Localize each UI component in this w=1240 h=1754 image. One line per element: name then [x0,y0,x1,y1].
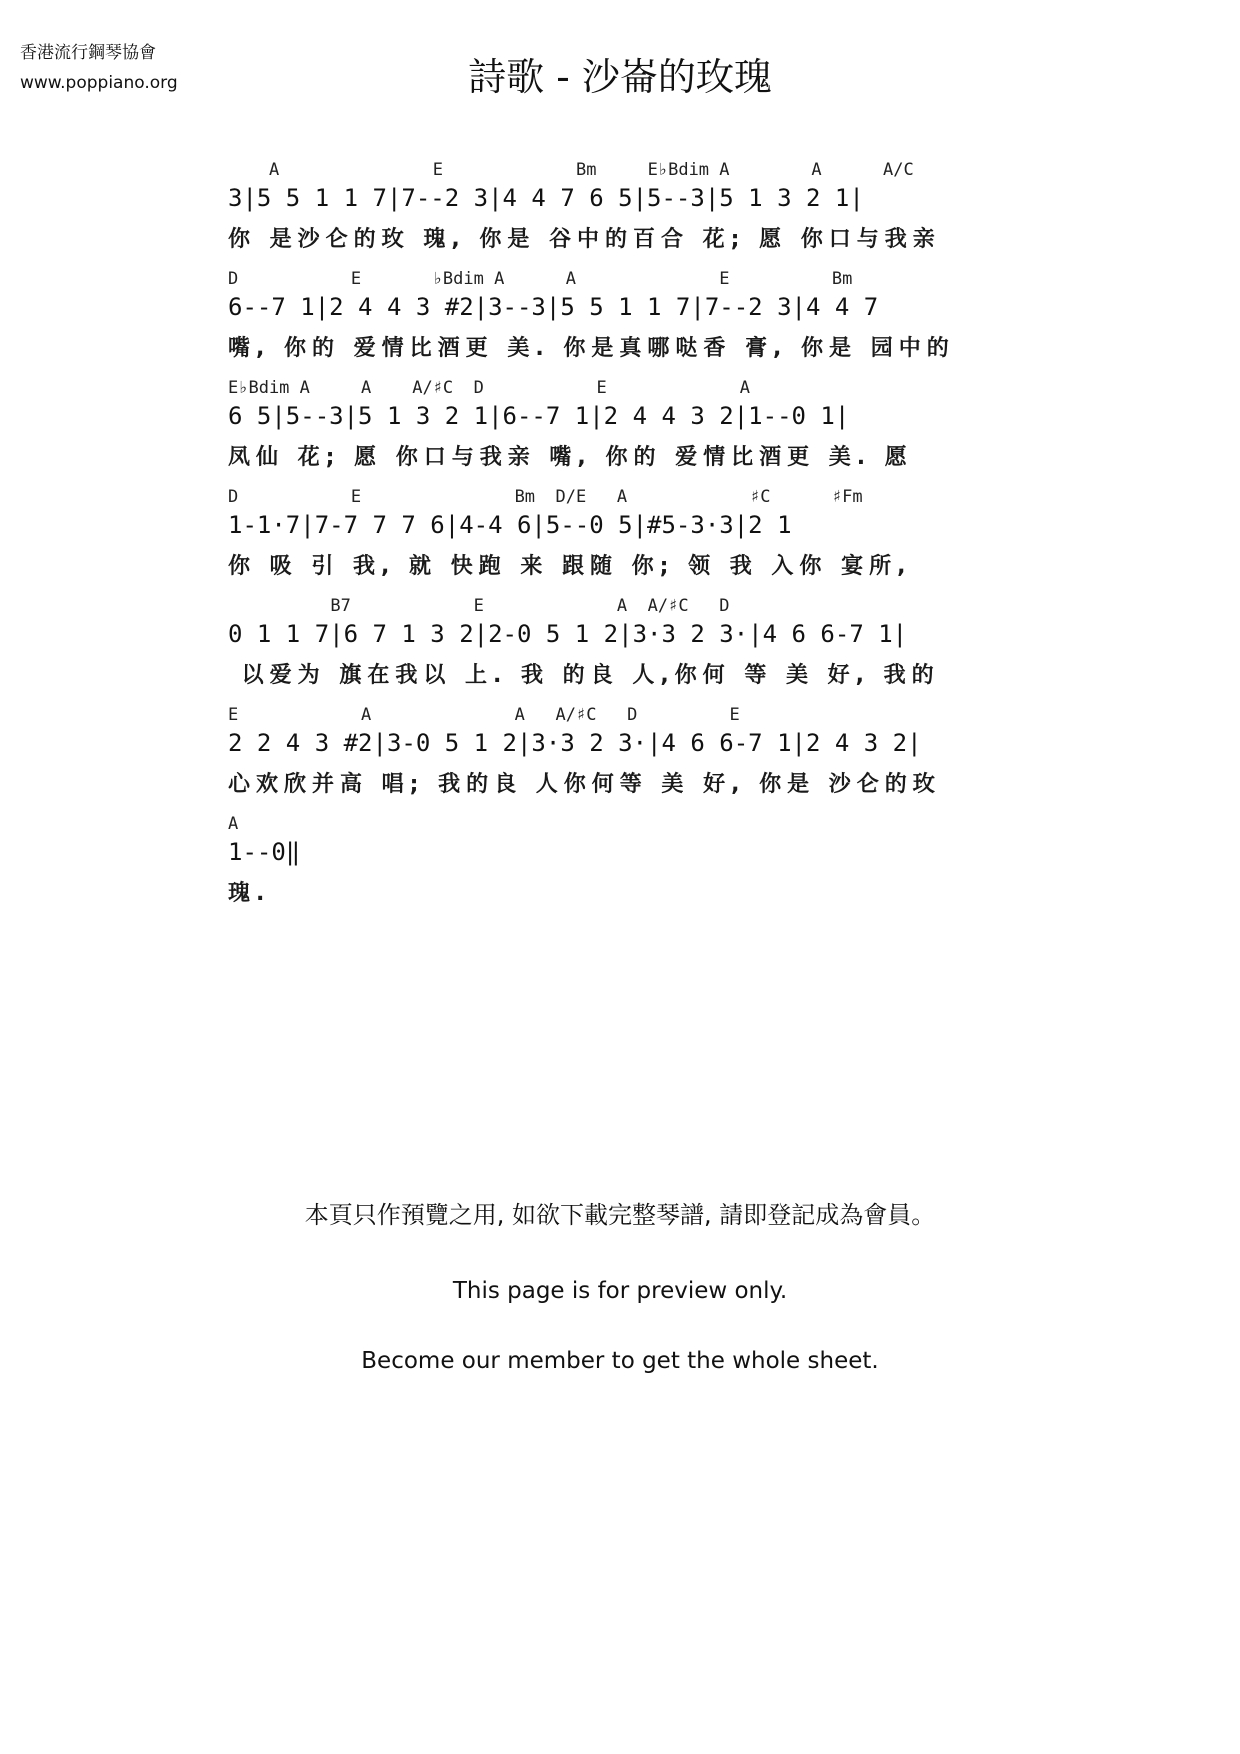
music-score [228,160,1028,923]
notation-row: 2 2 4 3 #2|3-0 5 1 2|3·3 2 3·|4 6 6-7 1|2 4 3 2| [228,729,922,757]
score-line [228,487,1028,596]
chord-row: B7 E A A/♯C D [228,596,730,616]
notation-row: 6--7 1|2 4 4 3 #2|3--3|5 5 1 1 7|7--2 3|4 4 7 [228,293,879,321]
chord-row: E♭Bdim A A A/♯C D E A [228,378,750,398]
lyrics-row: 瑰. [228,881,271,906]
preview-notice-chinese: 本頁只作預覽之用, 如欲下載完整琴譜, 請即登記成為會員。 [304,1201,936,1229]
notation-row: 3|5 5 1 1 7|7--2 3|4 4 7 6 5|5--3|5 1 3 2 1| [228,184,864,212]
site-url[interactable]: www.poppiano.org [20,73,178,93]
chord-row: A [228,814,239,834]
score-line [228,705,1028,814]
chord-row: D E ♭Bdim A A E Bm [228,269,853,289]
lyrics-row: 嘴, 你的 爱情比酒更 美. 你是真哪哒香 膏, 你是 园中的 [228,336,955,361]
score-line [228,269,1028,378]
notation-row: 0 1 1 7|6 7 1 3 2|2-0 5 1 2|3·3 2 3·|4 6 6-7 1| [228,620,908,648]
site-name: 香港流行鋼琴協會 [20,43,156,63]
chord-row: A E Bm E♭Bdim A A A/C [228,160,914,180]
score-line [228,814,1028,923]
lyrics-row: 以爱为 旗在我以 上. 我 的良 人,你何 等 美 好, 我的 [228,663,940,688]
preview-notice-english: This page is for preview only. [452,1278,788,1304]
notation-row: 1--0‖ [228,838,301,866]
membership-notice: Become our member to get the whole sheet. [361,1348,879,1374]
lyrics-row: 你 是沙仑的玫 瑰, 你是 谷中的百合 花; 愿 你口与我亲 [228,227,941,252]
score-line [228,596,1028,705]
chord-row: D E Bm D/E A ♯C ♯Fm [228,487,863,507]
lyrics-row: 凤仙 花; 愿 你口与我亲 嘴, 你的 爱情比酒更 美. 愿 [228,445,913,470]
score-line [228,160,1028,269]
lyrics-row: 你 吸 引 我, 就 快跑 来 跟随 你; 领 我 入你 宴所, [228,554,912,579]
lyrics-row: 心欢欣并高 唱; 我的良 人你何等 美 好, 你是 沙仑的玫 [228,772,941,797]
score-line [228,378,1028,487]
page-title: 詩歌 - 沙崙的玫瑰 [468,55,772,99]
chord-row: E A A A/♯C D E [228,705,740,725]
notation-row: 1-1·7|7-7 7 7 6|4-4 6|5--0 5|#5-3·3|2 1 [228,511,792,539]
notation-row: 6 5|5--3|5 1 3 2 1|6--7 1|2 4 4 3 2|1--0 1| [228,402,850,430]
